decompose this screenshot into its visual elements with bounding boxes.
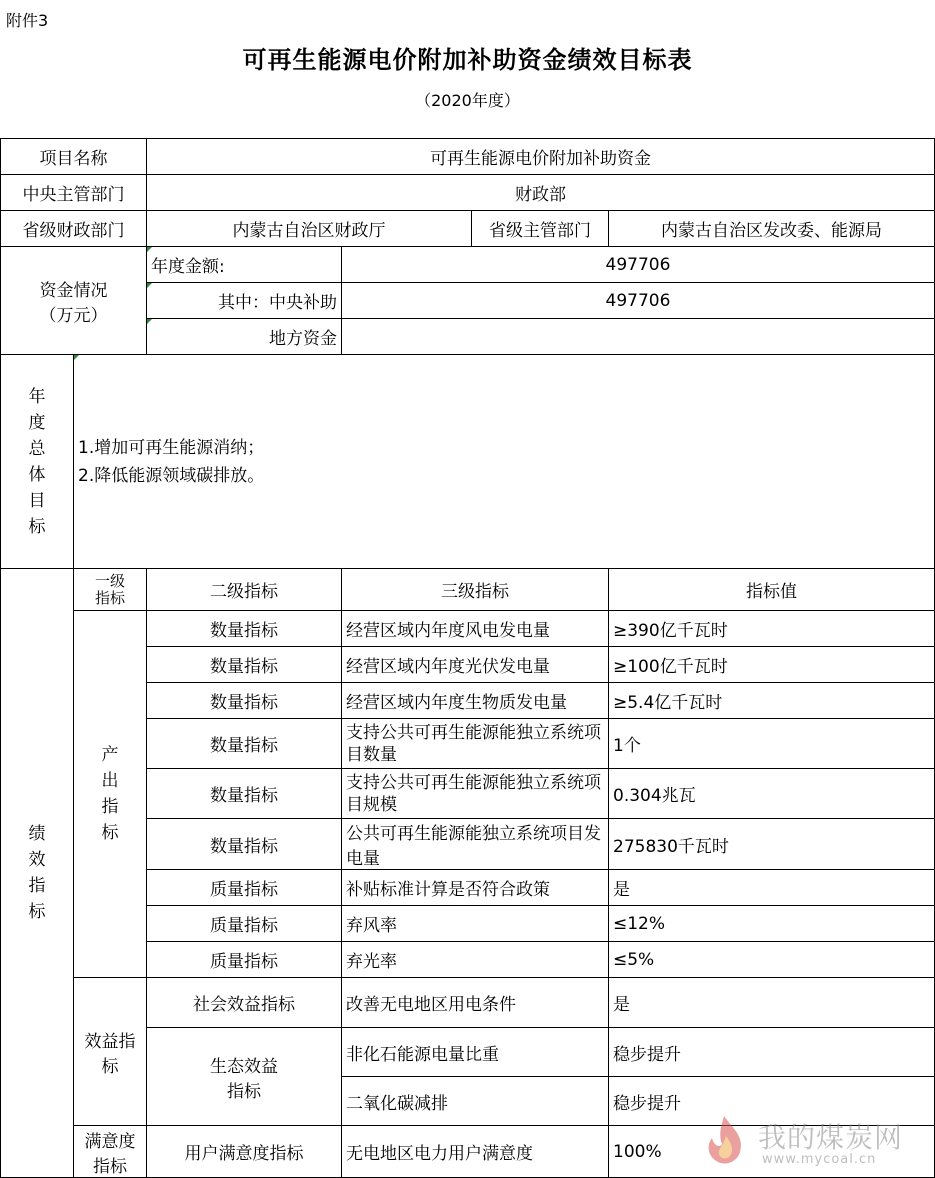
table-row (1, 611, 935, 647)
level3-cell: 弃光率 (342, 942, 609, 978)
output-label-char: 标 (101, 823, 119, 843)
level2-cell: 数量指标 (147, 683, 342, 719)
value-cell: 稳步提升 (609, 1077, 935, 1126)
perf-label-char: 绩 (28, 824, 46, 844)
goal-label-char: 年 (28, 386, 46, 407)
goal-label-char: 标 (28, 516, 46, 537)
level2-cell: 数量指标 (147, 719, 342, 769)
level3-cell: 改善无电地区用电条件 (342, 978, 609, 1028)
funds-label-line2: （万元） (39, 305, 108, 326)
level3-cell: 无电地区电力用户满意度 (342, 1126, 609, 1178)
output-label-char: 产 (101, 745, 119, 765)
goal-label-char: 度 (28, 412, 46, 433)
benefit-label-line2: 标 (101, 1056, 119, 1077)
level2-cell: 数量指标 (147, 769, 342, 819)
value-cell: 稳步提升 (609, 1028, 935, 1077)
table-row (1, 978, 935, 1028)
value-cell: 0.304兆瓦 (609, 769, 935, 819)
header-level1-line2: 指标 (94, 588, 125, 607)
level3-cell: 公共可再生能源能独立系统项目发电量 (342, 819, 609, 870)
output-label-char: 指 (101, 797, 119, 817)
output-indicator-label (74, 611, 147, 978)
header-level1-line1: 一级 (94, 571, 125, 590)
eco-label-line1: 生态效益 (210, 1056, 278, 1077)
goal-line-1: 1.增加可再生能源消纳； (78, 437, 265, 458)
goal-label-char: 目 (28, 490, 46, 511)
level2-cell: 数量指标 (147, 611, 342, 647)
value-cell: 是 (609, 978, 935, 1028)
level2-cell: 质量指标 (147, 906, 342, 942)
central-subsidy-value: 497706 (342, 283, 935, 319)
prov-dept-label: 省级主管部门 (472, 211, 609, 247)
level3-cell: 支持公共可再生能源能独立系统项目规模 (342, 769, 609, 819)
local-funds-value (342, 319, 935, 355)
level3-cell: 经营区域内年度风电发电量 (342, 611, 609, 647)
level3-cell: 非化石能源电量比重 (342, 1028, 609, 1077)
satisfaction-label-line1: 满意度 (84, 1131, 136, 1152)
perf-label-char: 标 (28, 902, 46, 922)
value-cell: 100% (609, 1126, 935, 1178)
header-value: 指标值 (609, 569, 935, 611)
goal-label-char: 体 (28, 464, 46, 485)
goal-label-char: 总 (28, 438, 46, 459)
prov-dept-value: 内蒙古自治区发改委、能源局 (609, 211, 935, 247)
funds-label-line1: 资金情况 (39, 280, 108, 301)
project-name-label: 项目名称 (1, 139, 147, 175)
performance-target-table (0, 138, 935, 1178)
level3-cell: 补贴标准计算是否符合政策 (342, 870, 609, 906)
watermark-text: 我的煤炭网 (758, 1121, 904, 1154)
perf-label-char: 指 (28, 876, 46, 896)
goal-line-2: 2.降低能源领域碳排放。 (78, 465, 265, 486)
benefit-indicator-label (74, 978, 147, 1126)
level2-cell: 社会效益指标 (147, 978, 342, 1028)
central-dept-label: 中央主管部门 (1, 175, 147, 211)
funds-label (1, 247, 147, 355)
row-annual-goals (1, 355, 935, 569)
value-cell: 1个 (609, 719, 935, 769)
annual-amount-value: 497706 (342, 247, 935, 283)
project-name-value: 可再生能源电价附加补助资金 (147, 139, 935, 175)
annual-goals-text (74, 355, 935, 569)
central-subsidy-label: 其中：中央补助 (147, 283, 342, 319)
level2-cell: 质量指标 (147, 942, 342, 978)
value-cell: ≥5.4亿千瓦时 (609, 683, 935, 719)
row-funds-annual (1, 247, 935, 283)
row-provincial (1, 211, 935, 247)
level3-cell: 支持公共可再生能源能独立系统项目数量 (342, 719, 609, 769)
prov-finance-label: 省级财政部门 (1, 211, 147, 247)
value-cell: ≥100亿千瓦时 (609, 647, 935, 683)
local-funds-label: 地方资金 (147, 319, 342, 355)
benefit-label-line1: 效益指 (84, 1031, 136, 1052)
level2-cell: 用户满意度指标 (147, 1126, 342, 1178)
prov-finance-value: 内蒙古自治区财政厅 (147, 211, 472, 247)
flame-logo-icon (700, 1112, 750, 1168)
eco-label-line2: 指标 (227, 1081, 261, 1102)
header-level2: 二级指标 (147, 569, 342, 611)
watermark-url: www.mycoal.cn (762, 1152, 877, 1167)
central-dept-value: 财政部 (147, 175, 935, 211)
eco-benefit-label (147, 1028, 342, 1126)
site-watermark (700, 1112, 930, 1172)
attachment-label: 附件3 (6, 11, 49, 30)
level2-cell: 数量指标 (147, 647, 342, 683)
row-central-dept (1, 175, 935, 211)
value-cell: ≥390亿千瓦时 (609, 611, 935, 647)
header-level3: 三级指标 (342, 569, 609, 611)
level3-cell: 弃风率 (342, 906, 609, 942)
value-cell: 是 (609, 870, 935, 906)
value-cell: ≤5% (609, 942, 935, 978)
page-title: 可再生能源电价附加补助资金绩效目标表 (242, 46, 693, 74)
level3-cell: 经营区域内年度生物质发电量 (342, 683, 609, 719)
perf-indicator-label (1, 569, 74, 1178)
level3-cell: 二氧化碳减排 (342, 1077, 609, 1126)
satisfaction-indicator-label (74, 1126, 147, 1178)
satisfaction-label-line2: 指标 (93, 1156, 127, 1177)
year-subtitle: （2020年度） (415, 91, 520, 110)
level2-cell: 质量指标 (147, 870, 342, 906)
annual-amount-label: 年度金额: (147, 247, 342, 283)
row-perf-header (1, 569, 935, 611)
header-level1 (74, 569, 147, 611)
value-cell: 275830千瓦时 (609, 819, 935, 870)
row-project-name (1, 139, 935, 175)
level3-cell: 经营区域内年度光伏发电量 (342, 647, 609, 683)
perf-label-char: 效 (28, 850, 46, 870)
value-cell: ≤12% (609, 906, 935, 942)
level2-cell: 数量指标 (147, 819, 342, 870)
output-label-char: 出 (101, 771, 119, 791)
annual-goals-label (1, 355, 74, 569)
